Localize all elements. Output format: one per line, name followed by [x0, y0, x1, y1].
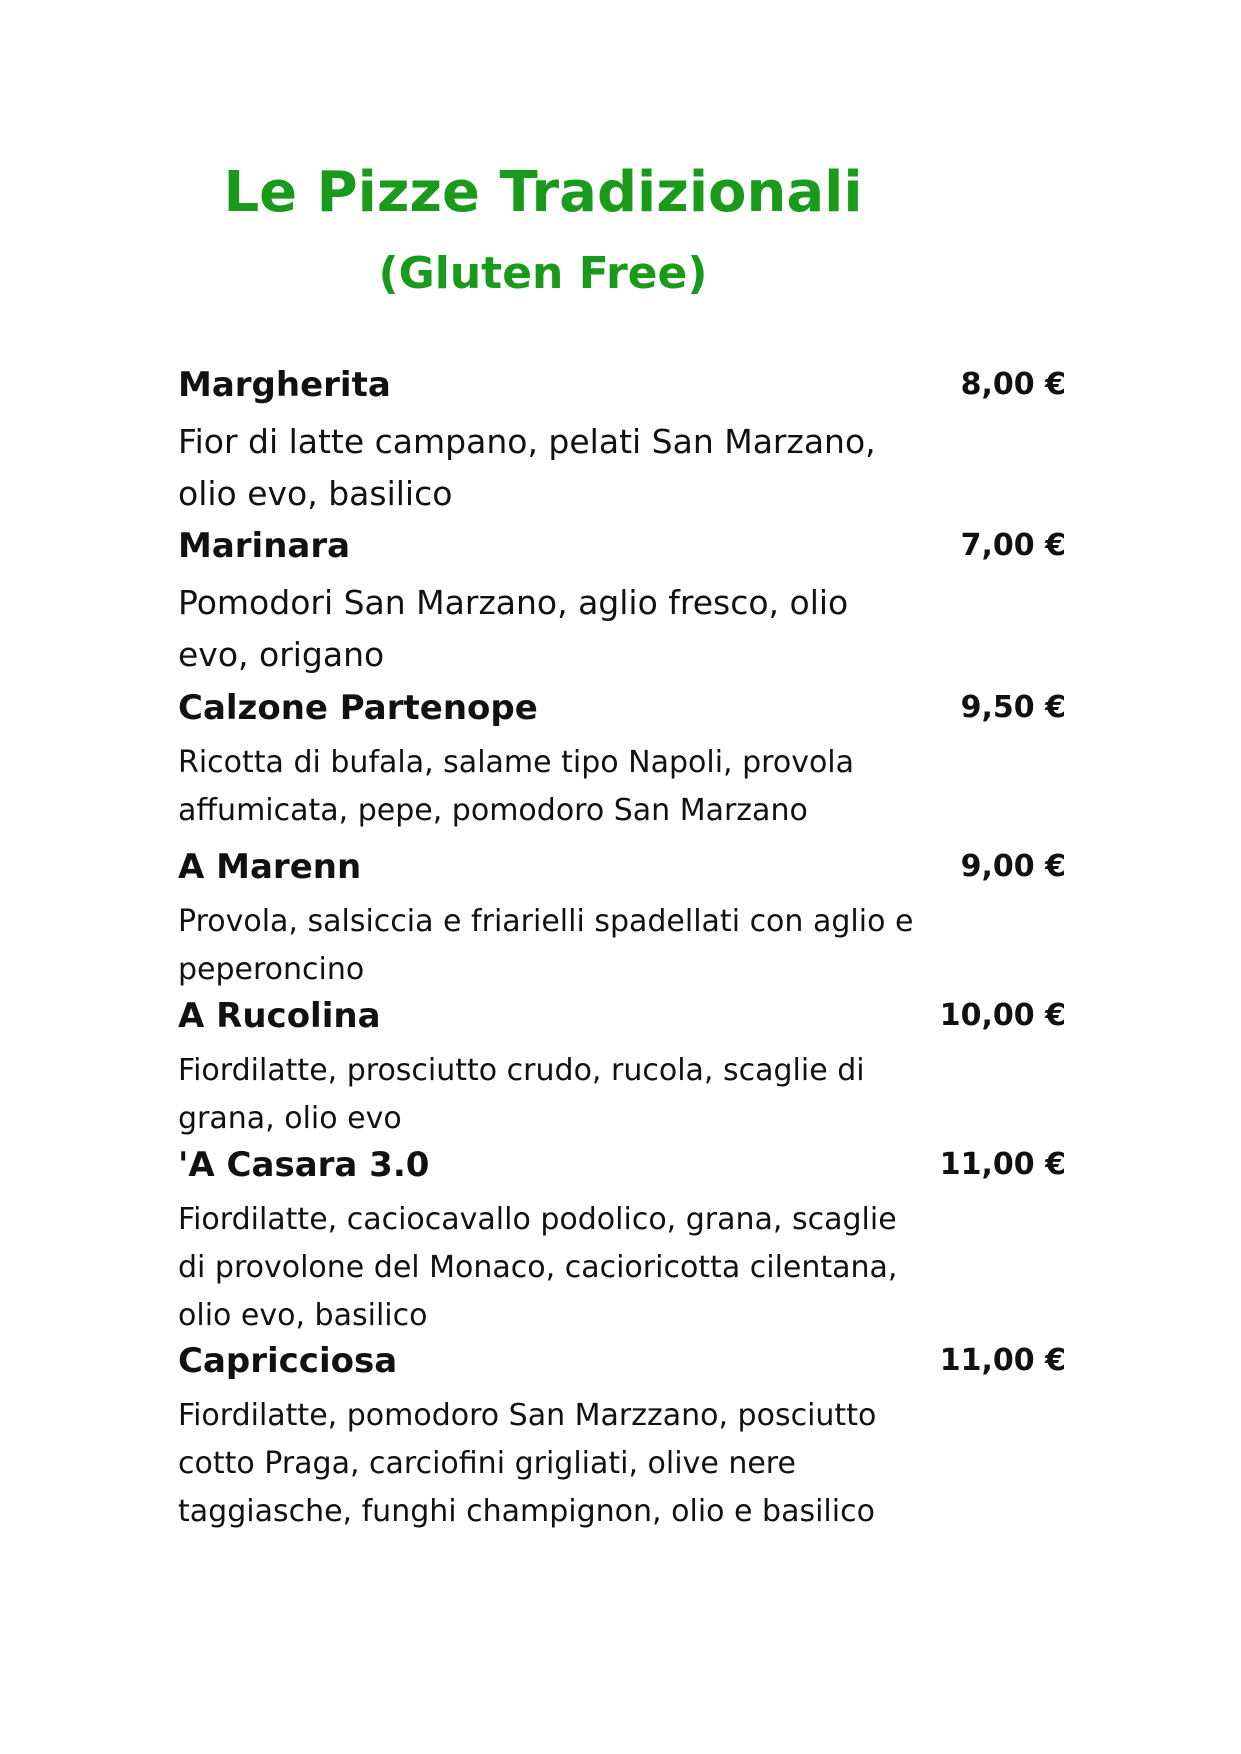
menu-item-margherita — [178, 364, 1066, 520]
menu-item-a-marenn — [178, 846, 1066, 994]
menu-item-description: Fior di latte campano, pelati San Marzano, olio evo, basilico — [178, 422, 876, 513]
menu-item-name: A Marenn — [178, 847, 362, 887]
menu-item-price: 9,00 € — [960, 849, 1066, 884]
menu-item-calzone-partenope — [178, 687, 1066, 835]
page-subtitle: (Gluten Free) — [378, 248, 708, 299]
menu-item-a-rucolina — [178, 995, 1066, 1143]
page-title: Le Pizze Tradizionali — [223, 160, 863, 225]
menu-item-description: Pomodori San Marzano, aglio fresco, olio evo, origano — [178, 583, 849, 674]
menu-item-capricciosa — [178, 1340, 1066, 1536]
menu-item-name: Capricciosa — [178, 1341, 398, 1381]
menu-item-description: Fiordilatte, caciocavallo podolico, grana, scaglie di provolone del Monaco, cacioricotta cilentana, olio evo, basilico — [178, 1202, 898, 1333]
menu-item-name: Marinara — [178, 526, 351, 566]
menu-item-description: Fiordilatte, pomodoro San Marzzano, posciutto cotto Praga, carciofini grigliati, olive nere taggiasche, funghi champignon, olio e basilico — [178, 1398, 877, 1529]
menu-item-name: A Rucolina — [178, 996, 381, 1036]
menu-item-price: 7,00 € — [960, 528, 1066, 563]
menu-item-description: Ricotta di bufala, salame tipo Napoli, provola affumicata, pepe, pomodoro San Marzano — [178, 745, 855, 828]
menu-item-price: 11,00 € — [939, 1147, 1066, 1182]
menu-item-name: Calzone Partenope — [178, 688, 538, 728]
menu-item-description: Fiordilatte, prosciutto crudo, rucola, scaglie di grana, olio evo — [178, 1053, 865, 1136]
menu-item-price: 10,00 € — [939, 998, 1066, 1033]
menu-item-price: 9,50 € — [960, 690, 1066, 725]
menu-item-a-casara — [178, 1144, 1066, 1340]
menu-item-price: 8,00 € — [960, 367, 1066, 402]
menu-item-price: 11,00 € — [939, 1343, 1066, 1378]
menu-item-marinara — [178, 525, 1066, 681]
menu-item-name: Margherita — [178, 365, 391, 405]
menu-item-description: Provola, salsiccia e friarielli spadellati con aglio e peperoncino — [178, 904, 914, 987]
menu-item-name: 'A Casara 3.0 — [178, 1145, 430, 1185]
